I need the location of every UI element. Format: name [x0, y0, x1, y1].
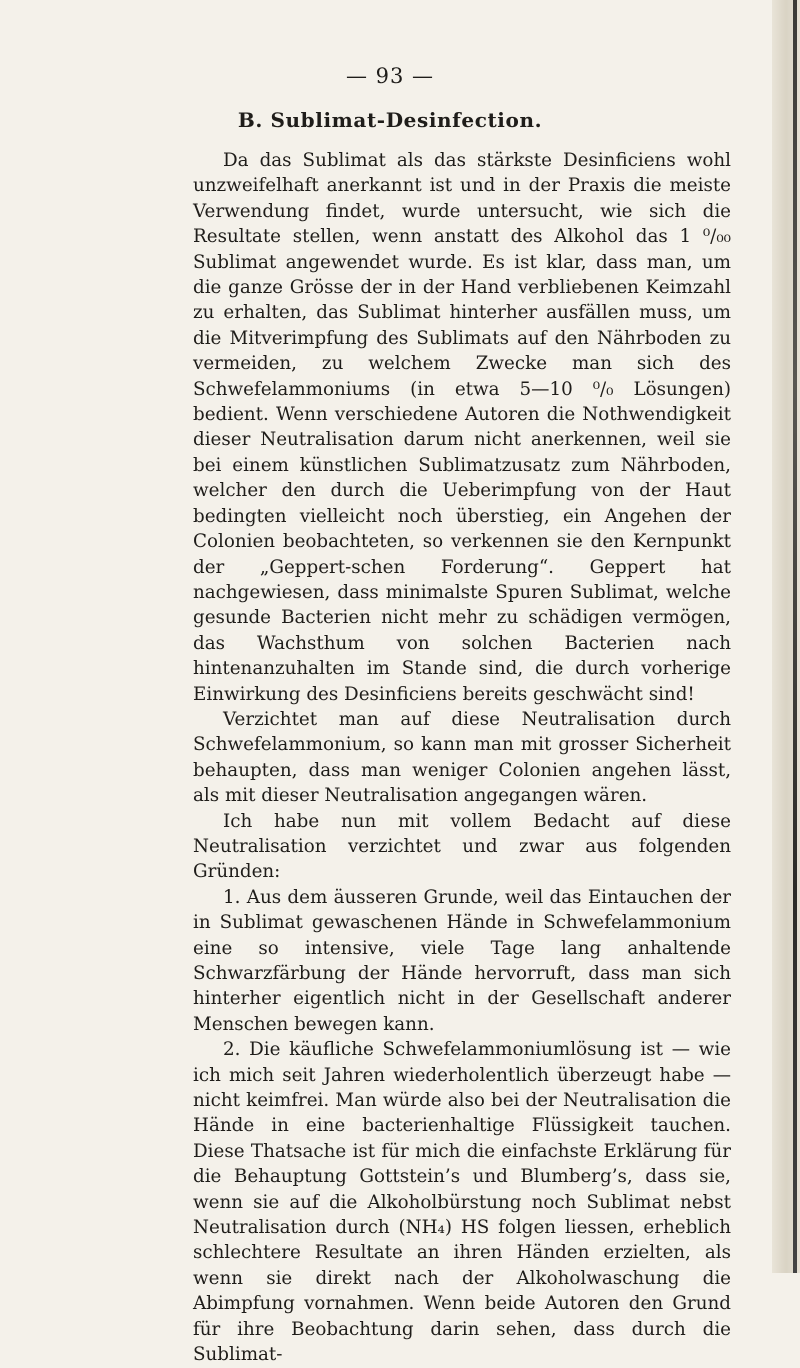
binding-shadow [793, 0, 797, 1273]
section-heading: B. Sublimat-Desinfection. [237, 108, 543, 132]
paragraph-4: 1. Aus dem äusseren Grunde, weil das Eintauchen der in Sublimat gewaschenen Hände in Schwefelammonium eine so intensive, viele Tage lang anhaltende Schwarzfärbung der Hände hervorruft, dass man sich hinterher eigentlich nicht in der Gesellschaft anderer Menschen bewegen kann. [193, 886, 731, 1035]
paragraph-2: Verzichtet man auf diese Neutralisation durch Schwefelammonium, so kann man mit grosser Sicherheit behaupten, dass man weniger Colonien angehen lässt, als mit dieser Neutralisation angegangen wären. [193, 708, 731, 807]
paragraph-1: Da das Sublimat als das stärkste Desinficiens wohl unzweifelhaft anerkannt ist und in der Praxis die meiste Verwendung findet, wurde untersucht, wie sich die Resultate stellen, wenn anstatt des Alkohol das 1 ⁰/₀₀ Sublimat angewendet wurde. Es ist klar, dass man, um die ganze Grösse der in der Hand verbliebenen Keimzahl zu erhalten, das Sublimat hinterher ausfällen muss, um die Mitverimpfung des Sublimats auf den Nährboden zu vermeiden, zu welchem Zwecke man sich des Schwefelammoniums (in etwa 5—10 ⁰/₀ Lösungen) bedient. Wenn verschiedene Autoren die Nothwendigkeit dieser Neutralisation darum nicht anerkennen, weil sie bei einem künstlichen Sublimatzusatz zum Nährboden, welcher den durch die Ueberimpfung von der Haut bedingten vielleicht noch überstieg, ein Angehen der Colonien beobachteten, so verkennen sie den Kernpunkt der „Geppert-schen Forderung“. Geppert hat nachgewiesen, dass minimalste Spuren Sublimat, welche gesunde Bacterien nicht mehr zu schädigen vermögen, das Wachsthum von solchen Bacterien nach hintenanzuhalten im Stande sind, die durch vorherige Einwirkung des Desinficiens bereits geschwächt sind! [193, 150, 731, 705]
paragraph-5: 2. Die käufliche Schwefelammoniumlösung ist — wie ich mich seit Jahren wiederholentlich überzeugt habe — nicht keimfrei. Man würde also bei der Neutralisation die Hände in eine bacterienhaltige Flüssigkeit tauchen. Diese Thatsache ist für mich die einfachste Erklärung für die Behauptung Gottstein’s und Blumberg’s, dass sie, wenn sie auf die Alkoholbürstung noch Sublimat nebst Neutralisation durch (NH₄) HS folgen liessen, erheblich schlechtere Resultate an ihren Händen erzielten, als wenn sie direkt nach der Alkoholwaschung die Abimpfung vornahmen. Wenn beide Autoren den Grund für ihre Beobachtung darin sehen, dass durch die Sublimat- [193, 1039, 731, 1366]
paragraph-3: Ich habe nun mit vollem Bedacht auf diese Neutralisation verzichtet und zwar aus folgenden Gründen: [193, 810, 731, 883]
body-text [193, 148, 731, 1368]
page-number: — 93 — [345, 64, 435, 88]
